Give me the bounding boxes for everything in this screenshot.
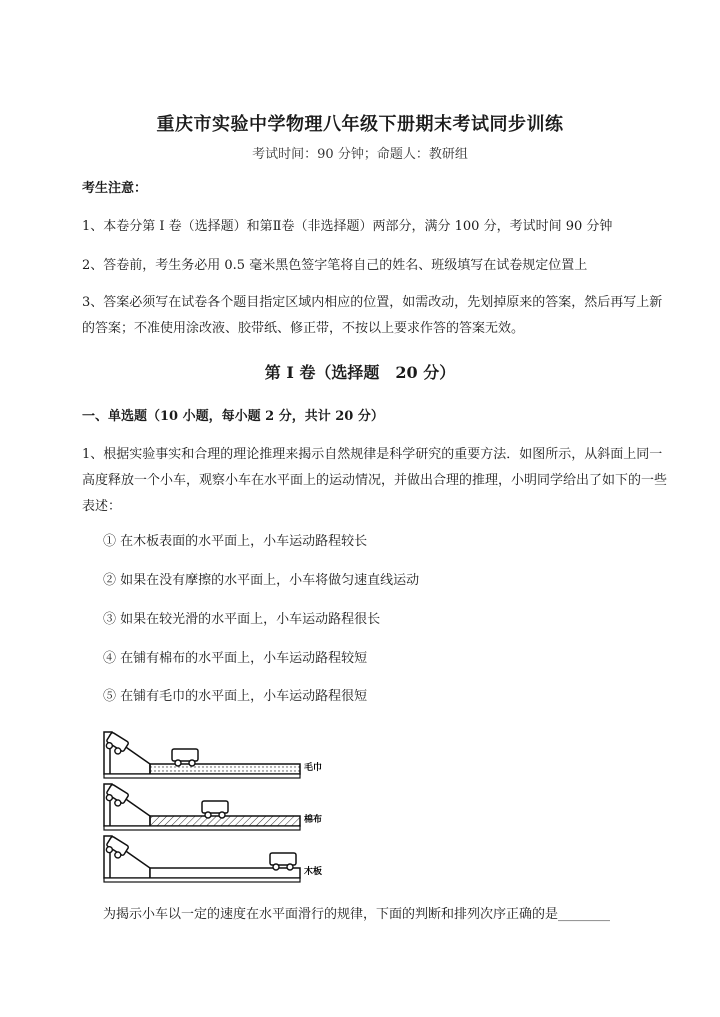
incline-row-cotton — [104, 784, 322, 830]
notice-item-2: 2、答卷前，考生务必用 0.5 毫米黑色签字笔将自己的姓名、班级填写在试卷规定位置上 — [82, 258, 588, 273]
notice-item-3: 3、答案必须写在试卷各个题目指定区域内相应的位置，如需改动，先划掉原来的答案，然后再写上新的答案；不准使用涂改液、胶带纸、修正带，不按以上要求作答的答案无效。 — [82, 295, 663, 336]
incline-row-towel — [104, 732, 322, 778]
statement-3: ③ 如果在较光滑的水平面上，小车运动路程很长 — [103, 612, 381, 627]
incline-row-wood — [104, 836, 322, 882]
exam-info: 考试时间：90 分钟；命题人：教研组 — [252, 147, 468, 162]
notice-item-1: 1、本卷分第 I 卷（选择题）和第Ⅱ卷（非选择题）两部分，满分 100 分，考试时间 90 分钟 — [82, 219, 613, 234]
question-prompt: 为揭示小车以一定的速度在水平面滑行的规律，下面的判断和排列次序正确的是________ — [103, 907, 611, 922]
page-title: 重庆市实验中学物理八年级下册期末考试同步训练 — [156, 114, 564, 135]
statement-5: ⑤ 在铺有毛巾的水平面上，小车运动路程很短 — [103, 689, 368, 704]
figure-label-cotton: 棉布 — [304, 815, 323, 825]
part-heading: 一、单选题（10 小题，每小题 2 分，共计 20 分） — [82, 409, 384, 424]
section-title: 第 I 卷（选择题 20 分） — [264, 363, 456, 382]
question-stem: 1、根据实验事实和合理的理论推理来揭示自然规律是科学研究的重要方法．如图所示，从斜面上同一高度释放一个小车，观察小车在水平面上的运动情况，并做出合理的推理，小明同学给出了如下的一些表述： — [82, 447, 668, 514]
figure-label-wood: 木板 — [304, 867, 323, 877]
notice-heading: 考生注意： — [82, 181, 148, 196]
incline-experiment-figure — [98, 722, 338, 887]
statement-1: ① 在木板表面的水平面上，小车运动路程较长 — [103, 534, 368, 549]
statement-4: ④ 在铺有棉布的水平面上，小车运动路程较短 — [103, 651, 368, 666]
statement-2: ② 如果在没有摩擦的水平面上，小车将做匀速直线运动 — [103, 573, 420, 588]
figure-label-towel: 毛巾 — [304, 763, 323, 773]
